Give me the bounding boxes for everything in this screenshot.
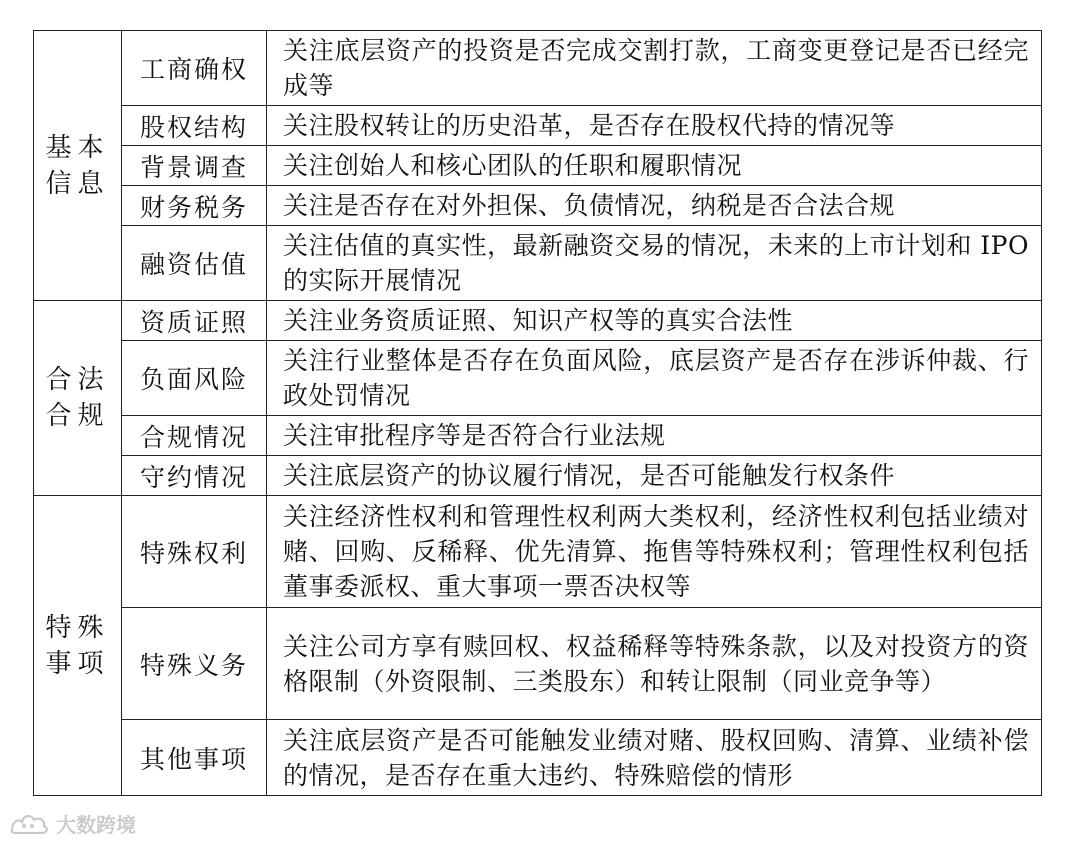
item-label: 守约情况	[122, 456, 267, 496]
watermark	[8, 808, 136, 838]
item-description: 关注经济性权利和管理性权利两大类权利，经济性权利包括业绩对赌、回购、反稀释、优先清算、拖售等特殊权利；管理性权利包括董事委派权、重大事项一票否决权等	[267, 496, 1042, 608]
table-row	[34, 720, 1042, 796]
item-label: 工商确权	[122, 31, 267, 106]
table-row	[34, 416, 1042, 456]
item-description: 关注底层资产的投资是否完成交割打款，工商变更登记是否已经完成等	[267, 31, 1042, 106]
item-description: 关注估值的真实性，最新融资交易的情况，未来的上市计划和 IPO 的实际开展情况	[267, 226, 1042, 301]
item-label: 特殊权利	[122, 496, 267, 608]
item-description: 关注业务资质证照、知识产权等的真实合法性	[267, 301, 1042, 341]
item-description: 关注股权转让的历史沿革，是否存在股权代持的情况等	[267, 106, 1042, 146]
table-row	[34, 341, 1042, 416]
table-row	[34, 301, 1042, 341]
item-description: 关注审批程序等是否符合行业法规	[267, 416, 1042, 456]
cloud-logo-icon	[8, 810, 50, 836]
table-row	[34, 226, 1042, 301]
item-label: 资质证照	[122, 301, 267, 341]
table-row	[34, 496, 1042, 608]
item-label: 负面风险	[122, 341, 267, 416]
table-row	[34, 456, 1042, 496]
item-label: 合规情况	[122, 416, 267, 456]
table-row	[34, 186, 1042, 226]
item-description: 关注是否存在对外担保、负债情况，纳税是否合法合规	[267, 186, 1042, 226]
table-row	[34, 608, 1042, 720]
item-label: 背景调查	[122, 146, 267, 186]
due-diligence-table	[33, 30, 1042, 796]
category-special-matters: 特殊 事项	[34, 496, 122, 796]
item-label: 融资估值	[122, 226, 267, 301]
item-description: 关注创始人和核心团队的任职和履职情况	[267, 146, 1042, 186]
table-row	[34, 146, 1042, 186]
category-basic-info: 基本 信息	[34, 31, 122, 301]
item-label: 财务税务	[122, 186, 267, 226]
item-description: 关注底层资产的协议履行情况，是否可能触发行权条件	[267, 456, 1042, 496]
item-label: 股权结构	[122, 106, 267, 146]
category-compliance: 合法 合规	[34, 301, 122, 496]
item-description: 关注底层资产是否可能触发业绩对赌、股权回购、清算、业绩补偿的情况，是否存在重大违约、特殊赔偿的情形	[267, 720, 1042, 796]
item-label: 特殊义务	[122, 608, 267, 720]
table-row	[34, 31, 1042, 106]
item-description: 关注公司方享有赎回权、权益稀释等特殊条款，以及对投资方的资格限制（外资限制、三类股东）和转让限制（同业竞争等）	[267, 608, 1042, 720]
watermark-text: 大数跨境	[56, 812, 136, 837]
item-label: 其他事项	[122, 720, 267, 796]
table-row	[34, 106, 1042, 146]
item-description: 关注行业整体是否存在负面风险，底层资产是否存在涉诉仲裁、行政处罚情况	[267, 341, 1042, 416]
